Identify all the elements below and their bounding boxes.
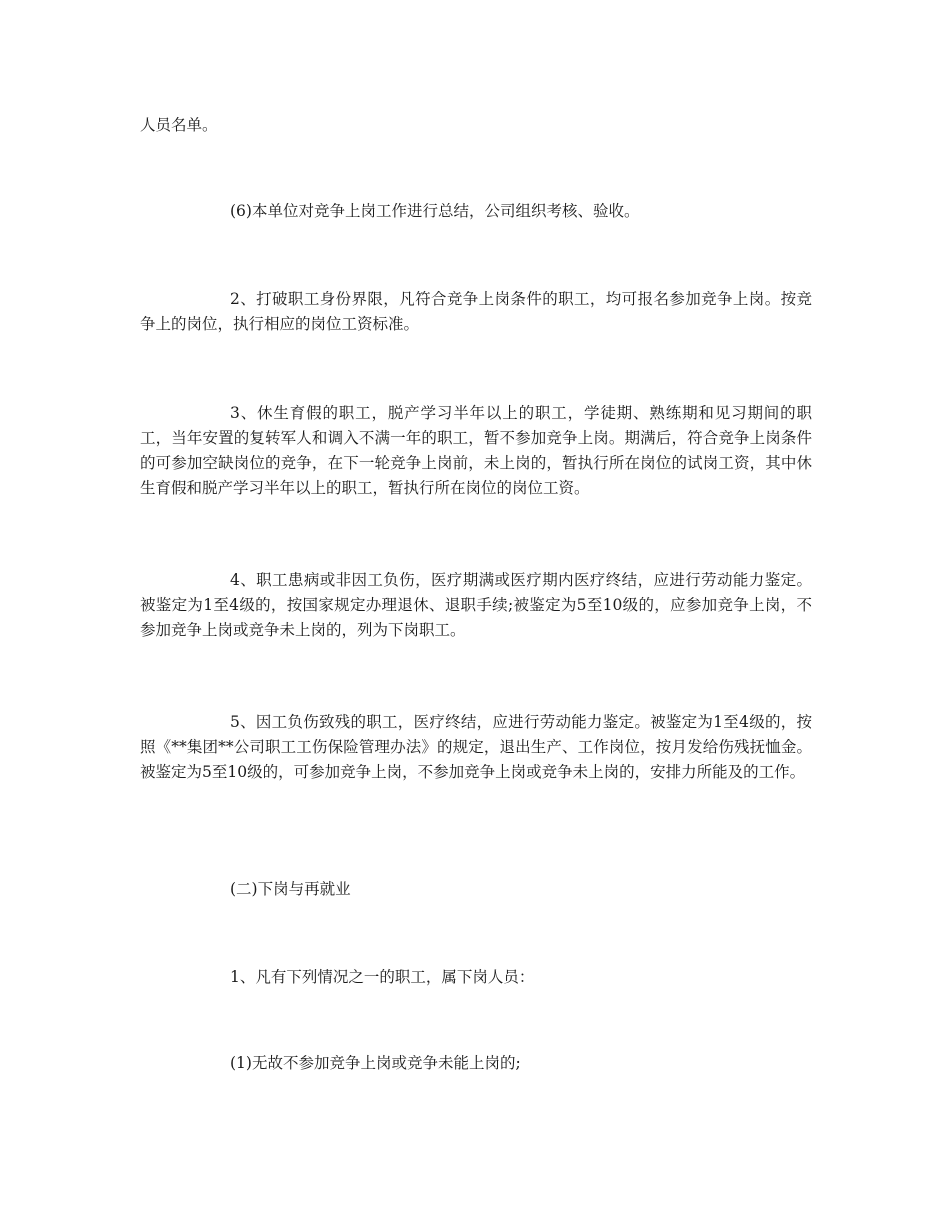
paragraph-item-5: 5、因工负伤致残的职工，医疗终结，应进行劳动能力鉴定。被鉴定为1至4级的，按照《**集团**公司职工工伤保险管理办法》的规定，退出生产、工作岗位，按月发给伤残抚恤金。被鉴定为5至10级的，可参加竞争上岗，不参加竞争上岗或竞争未上岗的，安排力所能及的工作。 — [140, 713, 812, 781]
paragraph-continuation: 人员名单。 — [140, 116, 218, 134]
paragraph-item-6: (6)本单位对竞争上岗工作进行总结，公司组织考核、验收。 — [230, 202, 640, 220]
paragraph-item-4: 4、职工患病或非因工负伤，医疗期满或医疗期内医疗终结，应进行劳动能力鉴定。被鉴定为1至4级的，按国家规定办理退休、退职手续;被鉴定为5至10级的，应参加竞争上岗，不参加竞争上岗或竞争未上岗的，列为下岗职工。 — [140, 571, 812, 639]
section-heading-layoff: (二)下岗与再就业 — [230, 880, 351, 898]
paragraph-subitem-1: (1)无故不参加竞争上岗或竞争未能上岗的; — [230, 1054, 521, 1072]
paragraph-item-3: 3、休生育假的职工，脱产学习半年以上的职工，学徒期、熟练期和见习期间的职工，当年安置的复转军人和调入不满一年的职工，暂不参加竞争上岗。期满后，符合竞争上岗条件的可参加空缺岗位的竞争，在下一轮竞争上岗前，未上岗的，暂执行所在岗位的试岗工资，其中休生育假和脱产学习半年以上的职工，暂执行所在岗位的岗位工资。 — [140, 404, 812, 497]
paragraph-item-1: 1、凡有下列情况之一的职工，属下岗人员： — [230, 968, 535, 986]
paragraph-item-2: 2、打破职工身份界限，凡符合竞争上岗条件的职工，均可报名参加竞争上岗。按竞争上的岗位，执行相应的岗位工资标准。 — [140, 290, 812, 333]
